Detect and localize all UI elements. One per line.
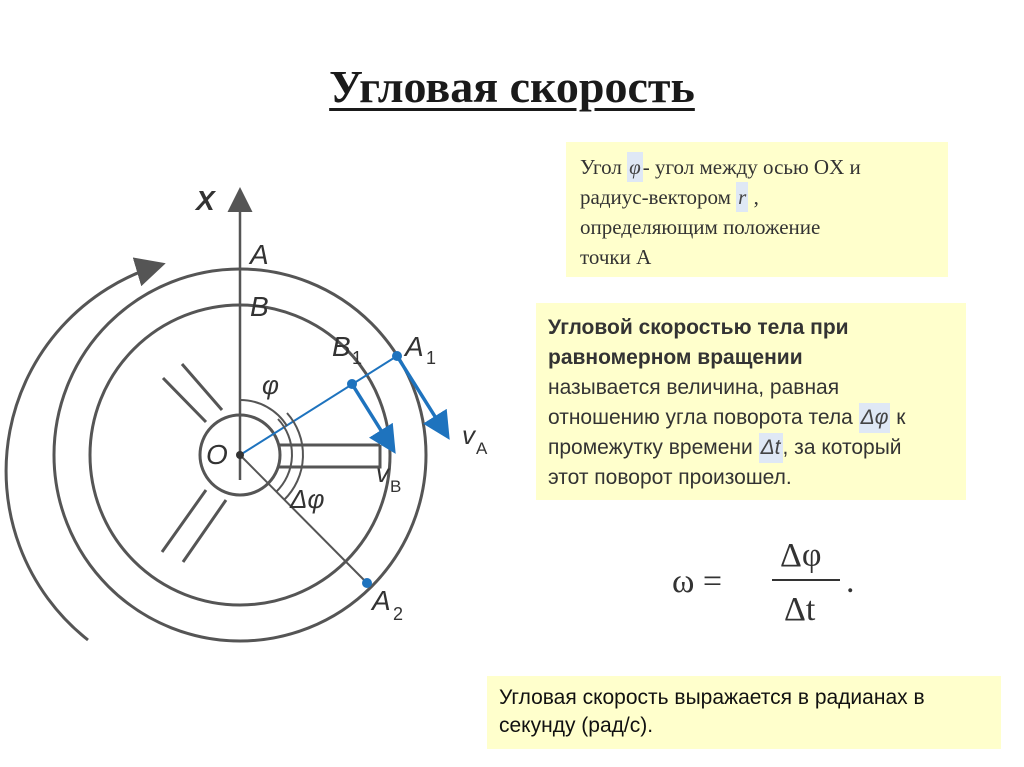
label-phi: φ — [262, 370, 279, 400]
angle-line-2 — [580, 182, 934, 212]
definition-line-4-end: к — [890, 406, 906, 429]
definition-bold-2: равномерном вращении — [548, 346, 803, 369]
formula-dot: . — [846, 563, 855, 600]
radius-vector-word: радиус-вектором — [580, 185, 731, 209]
units-note-box — [487, 676, 1001, 749]
angular-velocity-formula — [662, 524, 882, 634]
label-velocity-a-subscript: A — [476, 439, 488, 458]
x-axis-label: X — [196, 185, 215, 216]
spoke-upper — [163, 364, 222, 422]
label-velocity-a: v — [462, 420, 475, 450]
definition-line-5-start: промежутку времени — [548, 436, 753, 459]
point-o — [236, 451, 244, 459]
angle-definition-box — [566, 142, 948, 277]
label-a1-subscript: 1 — [426, 348, 437, 368]
r-vector-symbol: r — [736, 182, 748, 212]
definition-line-3: называется величина, равная — [548, 376, 840, 399]
formula-denominator: Δt — [784, 591, 816, 628]
phi-symbol: φ — [627, 152, 643, 182]
label-velocity-b-subscript: B — [390, 477, 402, 496]
label-a1: A — [405, 331, 424, 362]
radius-to-a2 — [240, 455, 367, 583]
definition-bold-1: Угловой скоростью тела при — [548, 316, 849, 339]
label-o: O — [206, 439, 228, 470]
angle-line-4: точки A — [580, 245, 652, 269]
label-a2-subscript: 2 — [393, 604, 404, 624]
angle-line-1 — [580, 152, 934, 182]
formula-lhs: ω = — [672, 563, 723, 600]
definition-line-5 — [548, 433, 954, 463]
angle-word: Угол — [580, 155, 622, 179]
angle-line-2-end: , — [748, 185, 759, 209]
units-note-text: Угловая скорость выражается в радианах в секунду (рад/с). — [499, 686, 925, 737]
label-b1: B — [332, 331, 351, 362]
angle-line-3: определяющим положение — [580, 215, 821, 239]
definition-line-4-start: отношению угла поворота тела — [548, 406, 853, 429]
delta-phi-symbol: Δφ — [859, 403, 891, 433]
angle-line-1-end: - угол между осью OX и — [642, 155, 861, 179]
spoke-lower — [162, 490, 226, 562]
definition-line-5-end: , за который — [782, 436, 902, 459]
label-delta-phi: Δφ — [290, 484, 325, 514]
rotating-wheel-diagram — [0, 170, 520, 670]
label-a2: A — [372, 585, 391, 616]
label-b: B — [250, 291, 269, 322]
page-title: Угловая скорость — [329, 61, 695, 112]
angular-velocity-definition-box — [536, 303, 966, 500]
delta-t-symbol: Δt — [759, 433, 783, 463]
definition-line-6: этот поворот произошел. — [548, 466, 792, 489]
label-velocity-b: v — [376, 458, 389, 488]
velocity-vector-a — [397, 356, 446, 434]
point-a2 — [362, 578, 372, 588]
definition-line-4 — [548, 403, 954, 433]
label-a: A — [250, 239, 269, 270]
spoke-right — [278, 445, 380, 467]
label-b1-subscript: 1 — [352, 348, 363, 368]
rotation-direction-arrow — [6, 265, 160, 640]
formula-numerator: Δφ — [780, 537, 822, 574]
